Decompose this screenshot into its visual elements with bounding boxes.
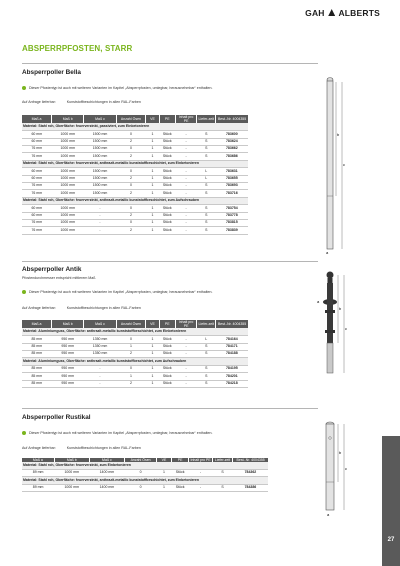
order-number-cell: 783839 bbox=[216, 227, 248, 234]
table-cell: - bbox=[175, 205, 197, 212]
bollard-diagram-rustikal bbox=[308, 420, 358, 520]
table-cell: Stück bbox=[159, 365, 175, 372]
table-cell: Stück bbox=[159, 219, 175, 226]
table-cell: 1500 mm bbox=[84, 153, 116, 160]
table-cell: L bbox=[197, 175, 216, 182]
order-info bbox=[22, 100, 141, 104]
table-row bbox=[22, 153, 248, 160]
order-number-cell: 784218 bbox=[216, 380, 248, 387]
table-cell: 0 bbox=[116, 205, 146, 212]
table-cell: - bbox=[84, 365, 116, 372]
table-cell: 1000 mm bbox=[52, 183, 84, 190]
table-row bbox=[22, 146, 248, 153]
table-cell: 1 bbox=[146, 153, 159, 160]
column-header: Maß a bbox=[22, 320, 52, 328]
section-note bbox=[22, 86, 213, 90]
table-cell: - bbox=[175, 227, 197, 234]
section-title: Absperrpoller Rustikal bbox=[22, 414, 91, 421]
column-header: Maß a bbox=[22, 458, 54, 462]
dimension-a-label: a bbox=[317, 299, 320, 304]
column-header: Maß c bbox=[84, 320, 116, 328]
order-number-cell: 783600 bbox=[216, 131, 248, 138]
column-header: Liefer-zeit bbox=[197, 115, 216, 123]
table-row bbox=[22, 183, 248, 190]
table-cell: 2 bbox=[116, 227, 146, 234]
table-cell: S bbox=[197, 380, 216, 387]
table-cell: 1 bbox=[146, 131, 159, 138]
table-cell: 1500 mm bbox=[84, 146, 116, 153]
table-cell: 1 bbox=[146, 336, 159, 343]
page-number-tab bbox=[382, 436, 400, 566]
section-divider bbox=[22, 408, 318, 409]
table-cell: 1 bbox=[146, 146, 159, 153]
table-cell: 1000 mm bbox=[52, 190, 84, 197]
table-header-row bbox=[22, 320, 248, 328]
table-header-row bbox=[22, 115, 248, 123]
order-number-cell: 784201 bbox=[216, 373, 248, 380]
dimension-b-label: b bbox=[339, 306, 342, 311]
table-cell: S bbox=[197, 373, 216, 380]
table-cell: Stück bbox=[159, 138, 175, 145]
order-value: Kunststoffbeschichtungen in allen RAL-Farben bbox=[66, 306, 141, 310]
bullet-icon bbox=[22, 431, 26, 435]
table-cell: 85 mm bbox=[22, 343, 52, 350]
table-cell: 89 mm bbox=[22, 484, 54, 491]
table-cell: Stück bbox=[159, 373, 175, 380]
table-cell: - bbox=[175, 336, 197, 343]
section-divider bbox=[22, 63, 318, 64]
table-cell: - bbox=[84, 373, 116, 380]
table-cell: 1000 mm bbox=[52, 212, 84, 219]
column-header: Liefer-zeit bbox=[212, 458, 233, 462]
column-header: PE bbox=[159, 115, 175, 123]
table-cell: 60 mm bbox=[22, 212, 52, 219]
table-cell: 1000 mm bbox=[52, 153, 84, 160]
table-cell: 950 mm bbox=[52, 343, 84, 350]
table-cell: 2 bbox=[116, 153, 146, 160]
order-number-cell: 784386 bbox=[233, 484, 268, 491]
table-cell: 60 mm bbox=[22, 138, 52, 145]
table-cell: 1 bbox=[146, 175, 159, 182]
material-group-label: Material: Stahl roh, Oberfläche: feuerverzinkt, passiviert, zum Einbetonieren bbox=[22, 123, 248, 130]
table-cell: 85 mm bbox=[22, 336, 52, 343]
table-row bbox=[22, 380, 248, 387]
column-header: Maß b bbox=[52, 115, 84, 123]
table-cell: - bbox=[84, 227, 116, 234]
column-header: Anzahl Ösen bbox=[116, 320, 146, 328]
order-number-cell: 783815 bbox=[216, 219, 248, 226]
table-cell: S bbox=[197, 212, 216, 219]
order-number-cell: 783693 bbox=[216, 183, 248, 190]
table-cell: 1 bbox=[146, 373, 159, 380]
table-cell: 76 mm bbox=[22, 153, 52, 160]
table-cell: Stück bbox=[159, 351, 175, 358]
table-row bbox=[22, 343, 248, 350]
note-text: Dieser Pfostentyp ist auch mit weiteren Varianten im Kapitel „Absperrpfosten, umlegbar, herausnehmbar“ enthalten. bbox=[29, 86, 213, 90]
order-info bbox=[22, 446, 141, 450]
table-cell: S bbox=[212, 470, 233, 477]
table-cell: 1400 mm bbox=[89, 484, 124, 491]
column-header: Maß b bbox=[52, 320, 84, 328]
table-cell: 1500 mm bbox=[84, 175, 116, 182]
table-cell: 89 mm bbox=[22, 470, 54, 477]
order-label: Auf Anfrage lieferbar: bbox=[22, 306, 56, 310]
column-header: Best.-Nr. 4004355 bbox=[216, 115, 248, 123]
table-cell: - bbox=[84, 219, 116, 226]
table-cell: - bbox=[175, 175, 197, 182]
table-cell: 76 mm bbox=[22, 190, 52, 197]
material-group-row bbox=[22, 358, 248, 365]
column-header: Maß c bbox=[84, 115, 116, 123]
table-cell: 2 bbox=[116, 138, 146, 145]
page-title: ABSPERRPFOSTEN, STARR bbox=[22, 44, 133, 53]
table-cell: 1 bbox=[116, 343, 146, 350]
table-cell: - bbox=[175, 343, 197, 350]
table-cell: S bbox=[197, 146, 216, 153]
table-row bbox=[22, 336, 248, 343]
table-cell: S bbox=[197, 131, 216, 138]
material-group-row bbox=[22, 123, 248, 130]
table-cell: 1400 mm bbox=[89, 470, 124, 477]
material-group-label: Material: Aluminiumguss, Oberfläche: anthrazit-metallic kunststoffbeschichtet, zum Aufschrauben bbox=[22, 358, 248, 365]
table-cell: L bbox=[197, 336, 216, 343]
table-cell: 0 bbox=[116, 365, 146, 372]
table-cell: 1 bbox=[146, 138, 159, 145]
table-cell: Stück bbox=[159, 190, 175, 197]
table-cell: S bbox=[197, 351, 216, 358]
order-number-cell: 783655 bbox=[216, 175, 248, 182]
table-cell: Stück bbox=[159, 146, 175, 153]
table-cell: - bbox=[175, 212, 197, 219]
table-cell: 85 mm bbox=[22, 380, 52, 387]
table-cell: 1000 mm bbox=[52, 205, 84, 212]
material-group-row bbox=[22, 328, 248, 335]
table-cell: 1 bbox=[157, 470, 172, 477]
table-cell: Stück bbox=[159, 380, 175, 387]
column-header: PE bbox=[159, 320, 175, 328]
table-cell: 1 bbox=[146, 183, 159, 190]
order-number-cell: 783778 bbox=[216, 212, 248, 219]
note-text: Dieser Pfostentyp ist auch mit weiteren Varianten im Kapitel „Absperrpfosten, umlegbar, herausnehmbar“ enthalten. bbox=[29, 431, 213, 435]
column-header: Anzahl Ösen bbox=[124, 458, 156, 462]
table-cell: - bbox=[175, 380, 197, 387]
table-cell: 2 bbox=[116, 175, 146, 182]
column-header: VE bbox=[146, 115, 159, 123]
table-cell: 1000 mm bbox=[54, 484, 89, 491]
table-cell: Stück bbox=[171, 470, 189, 477]
section-divider bbox=[22, 261, 318, 262]
bollard-diagram-antik bbox=[308, 270, 358, 380]
table-cell: 76 mm bbox=[22, 227, 52, 234]
order-label: Auf Anfrage lieferbar: bbox=[22, 100, 56, 104]
section-title: Absperrpoller Bella bbox=[22, 69, 81, 76]
table-cell: 1000 mm bbox=[52, 138, 84, 145]
order-number-cell: 783631 bbox=[216, 168, 248, 175]
table-cell: - bbox=[84, 380, 116, 387]
table-cell: 85 mm bbox=[22, 351, 52, 358]
table-cell: 1000 mm bbox=[52, 219, 84, 226]
section-note bbox=[22, 431, 213, 435]
logo-left-text: GAH bbox=[305, 8, 325, 18]
order-number-cell: 783686 bbox=[216, 153, 248, 160]
table-row bbox=[22, 351, 248, 358]
material-group-row bbox=[22, 477, 268, 484]
page-number: 27 bbox=[387, 537, 395, 543]
table-cell: 1 bbox=[146, 227, 159, 234]
product-table-antik bbox=[22, 320, 248, 388]
table-cell: 1 bbox=[146, 219, 159, 226]
table-cell: 950 mm bbox=[52, 351, 84, 358]
table-cell: Stück bbox=[159, 212, 175, 219]
table-cell: 1000 mm bbox=[52, 131, 84, 138]
table-cell: 1 bbox=[116, 373, 146, 380]
table-cell: 1 bbox=[146, 168, 159, 175]
dimension-b-label: b bbox=[337, 132, 340, 137]
column-header: Best.-Nr. 4004355 bbox=[233, 458, 268, 462]
table-row bbox=[22, 168, 248, 175]
table-cell: 76 mm bbox=[22, 183, 52, 190]
material-group-row bbox=[22, 160, 248, 167]
table-cell: - bbox=[175, 131, 197, 138]
order-info bbox=[22, 306, 141, 310]
table-cell: 1500 mm bbox=[84, 190, 116, 197]
material-group-row bbox=[22, 197, 248, 204]
order-number-cell: 783754 bbox=[216, 205, 248, 212]
table-cell: 1 bbox=[146, 380, 159, 387]
table-cell: 950 mm bbox=[52, 365, 84, 372]
column-header: Best.-Nr. 4004355 bbox=[216, 320, 248, 328]
table-cell: 0 bbox=[116, 183, 146, 190]
dimension-c-label: c bbox=[345, 466, 347, 471]
table-cell: 60 mm bbox=[22, 175, 52, 182]
table-cell: 950 mm bbox=[52, 380, 84, 387]
table-cell: - bbox=[175, 373, 197, 380]
table-cell: 0 bbox=[124, 484, 156, 491]
order-number-cell: 784195 bbox=[216, 365, 248, 372]
table-cell: 950 mm bbox=[52, 336, 84, 343]
table-cell: Stück bbox=[159, 343, 175, 350]
table-cell: - bbox=[175, 146, 197, 153]
table-cell: 1350 mm bbox=[84, 343, 116, 350]
column-header: Inhalt pro PE bbox=[175, 320, 197, 328]
table-row bbox=[22, 227, 248, 234]
table-cell: - bbox=[84, 212, 116, 219]
table-cell: 60 mm bbox=[22, 131, 52, 138]
table-row bbox=[22, 131, 248, 138]
dimension-c-label: c bbox=[345, 326, 347, 331]
table-cell: S bbox=[197, 227, 216, 234]
table-cell: Stück bbox=[159, 131, 175, 138]
table-cell: S bbox=[197, 190, 216, 197]
table-cell: Stück bbox=[159, 183, 175, 190]
table-cell: Stück bbox=[159, 168, 175, 175]
table-row bbox=[22, 175, 248, 182]
table-cell: 2 bbox=[116, 190, 146, 197]
table-row bbox=[22, 373, 248, 380]
bullet-icon bbox=[22, 86, 26, 90]
dimension-c-label: c bbox=[343, 162, 345, 167]
table-cell: 1350 mm bbox=[84, 351, 116, 358]
table-cell: 950 mm bbox=[52, 373, 84, 380]
table-cell: 60 mm bbox=[22, 205, 52, 212]
column-header: Maß a bbox=[22, 115, 52, 123]
table-cell: Stück bbox=[159, 153, 175, 160]
logo-separator-icon bbox=[328, 9, 335, 16]
material-group-label: Material: Stahl roh, Oberfläche: feuerverzinkt, anthrazit-metallic kunststoffbeschichtet, zum Einbetonieren bbox=[22, 477, 268, 484]
table-cell: - bbox=[175, 138, 197, 145]
order-number-cell: 783662 bbox=[216, 146, 248, 153]
column-header: Maß b bbox=[54, 458, 89, 462]
table-cell: - bbox=[84, 205, 116, 212]
product-table-rustikal bbox=[22, 458, 268, 492]
table-cell: S bbox=[197, 138, 216, 145]
table-cell: Stück bbox=[171, 484, 189, 491]
table-row bbox=[22, 470, 268, 477]
table-cell: 1000 mm bbox=[52, 227, 84, 234]
table-cell: Stück bbox=[159, 175, 175, 182]
table-cell: 1000 mm bbox=[52, 146, 84, 153]
logo-right-text: ALBERTS bbox=[338, 8, 380, 18]
table-row bbox=[22, 219, 248, 226]
table-cell: 0 bbox=[116, 131, 146, 138]
order-number-cell: 784362 bbox=[233, 470, 268, 477]
column-header: VE bbox=[146, 320, 159, 328]
bullet-icon bbox=[22, 290, 26, 294]
product-table-bella bbox=[22, 115, 248, 235]
table-cell: 1500 mm bbox=[84, 168, 116, 175]
table-cell: Stück bbox=[159, 336, 175, 343]
table-cell: 0 bbox=[116, 336, 146, 343]
table-cell: 85 mm bbox=[22, 365, 52, 372]
table-cell: S bbox=[197, 219, 216, 226]
dimension-a-label: a bbox=[326, 250, 329, 255]
bollard-diagram-bella bbox=[308, 76, 358, 256]
order-number-cell: 784171 bbox=[216, 343, 248, 350]
note-text: Dieser Pfostentyp ist auch mit weiteren Varianten im Kapitel „Absperrpfosten, umlegbar, herausnehmbar“ enthalten. bbox=[29, 290, 213, 294]
table-row bbox=[22, 484, 268, 491]
table-cell: - bbox=[175, 153, 197, 160]
table-cell: 1 bbox=[146, 212, 159, 219]
table-cell: 1500 mm bbox=[84, 138, 116, 145]
material-group-row bbox=[22, 462, 268, 469]
table-cell: 1000 mm bbox=[54, 470, 89, 477]
table-cell: L bbox=[197, 168, 216, 175]
column-header: Liefer-zeit bbox=[197, 320, 216, 328]
table-cell: Stück bbox=[159, 205, 175, 212]
table-cell: - bbox=[175, 190, 197, 197]
material-group-label: Material: Stahl roh, Oberfläche: feuerverzinkt, zum Einbetonieren bbox=[22, 462, 268, 469]
section-title: Absperrpoller Antik bbox=[22, 266, 82, 273]
table-cell: 85 mm bbox=[22, 373, 52, 380]
column-header: Anzahl Ösen bbox=[116, 115, 146, 123]
order-number-cell: 784188 bbox=[216, 351, 248, 358]
table-cell: 1500 mm bbox=[84, 131, 116, 138]
table-cell: 1 bbox=[146, 365, 159, 372]
table-cell: - bbox=[189, 484, 212, 491]
column-header: Inhalt pro PE bbox=[175, 115, 197, 123]
table-cell: - bbox=[175, 168, 197, 175]
table-cell: - bbox=[175, 351, 197, 358]
table-cell: 1 bbox=[146, 343, 159, 350]
table-cell: 1 bbox=[146, 205, 159, 212]
table-cell: 1000 mm bbox=[52, 168, 84, 175]
column-header: Maß c bbox=[89, 458, 124, 462]
table-cell: S bbox=[197, 205, 216, 212]
table-cell: 0 bbox=[116, 168, 146, 175]
material-group-label: Material: Aluminiumguss, Oberfläche: anthrazit-metallic kunststoffbeschichtet, zum Einbetonieren bbox=[22, 328, 248, 335]
table-cell: 1 bbox=[146, 190, 159, 197]
table-cell: - bbox=[189, 470, 212, 477]
table-cell: 76 mm bbox=[22, 146, 52, 153]
table-cell: - bbox=[175, 365, 197, 372]
table-cell: S bbox=[197, 183, 216, 190]
table-row bbox=[22, 190, 248, 197]
table-cell: 2 bbox=[116, 212, 146, 219]
section-note bbox=[22, 290, 213, 294]
order-label: Auf Anfrage lieferbar: bbox=[22, 446, 56, 450]
table-row bbox=[22, 205, 248, 212]
table-cell: 0 bbox=[116, 219, 146, 226]
table-cell: 1000 mm bbox=[52, 175, 84, 182]
material-group-label: Material: Stahl roh, Oberfläche: feuerverzinkt, anthrazit-metallic kunststoffbeschichtet, zum Einbetonieren bbox=[22, 160, 248, 167]
order-value: Kunststoffbeschichtungen in allen RAL-Farben bbox=[66, 446, 141, 450]
table-cell: Stück bbox=[159, 227, 175, 234]
table-row bbox=[22, 138, 248, 145]
table-cell: S bbox=[197, 365, 216, 372]
order-number-cell: 783716 bbox=[216, 190, 248, 197]
dimension-a-label: a bbox=[327, 512, 330, 517]
column-header: Inhalt pro PE bbox=[190, 458, 211, 462]
table-cell: 2 bbox=[116, 351, 146, 358]
column-header: VE bbox=[157, 458, 172, 462]
brand-logo bbox=[305, 8, 380, 18]
dimension-b-label: b bbox=[339, 450, 342, 455]
table-cell: 76 mm bbox=[22, 219, 52, 226]
table-cell: 0 bbox=[116, 146, 146, 153]
table-cell: 1500 mm bbox=[84, 183, 116, 190]
table-cell: 2 bbox=[116, 380, 146, 387]
order-value: Kunststoffbeschichtungen in allen RAL-Farben bbox=[66, 100, 141, 104]
table-cell: S bbox=[197, 153, 216, 160]
order-number-cell: 784164 bbox=[216, 336, 248, 343]
table-cell: - bbox=[175, 183, 197, 190]
table-cell: 1 bbox=[157, 484, 172, 491]
column-header: PE bbox=[171, 458, 189, 462]
material-group-label: Material: Stahl roh, Oberfläche: feuerverzinkt, anthrazit-metallic kunststoffbeschichtet, zum Aufschrauben bbox=[22, 197, 248, 204]
table-cell: - bbox=[175, 219, 197, 226]
table-cell: S bbox=[197, 343, 216, 350]
table-cell: 1350 mm bbox=[84, 336, 116, 343]
table-cell: 60 mm bbox=[22, 168, 52, 175]
table-cell: 0 bbox=[124, 470, 156, 477]
table-row bbox=[22, 212, 248, 219]
section-subtitle: Pfostendurchmesser entspricht mittlerem Maß bbox=[22, 276, 96, 280]
table-row bbox=[22, 365, 248, 372]
table-cell: S bbox=[212, 484, 233, 491]
table-cell: 1 bbox=[146, 351, 159, 358]
order-number-cell: 783624 bbox=[216, 138, 248, 145]
